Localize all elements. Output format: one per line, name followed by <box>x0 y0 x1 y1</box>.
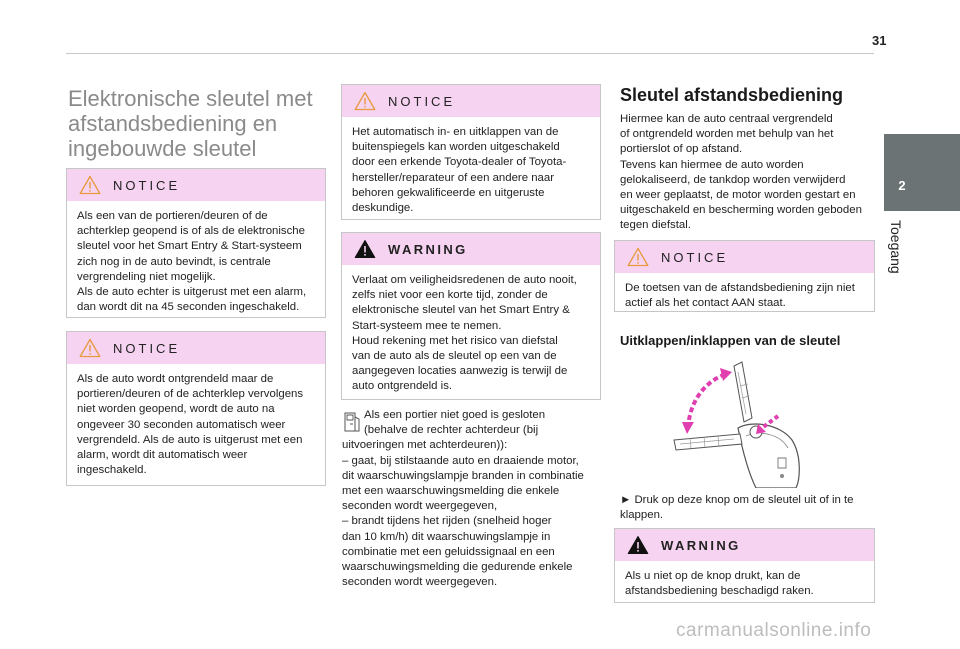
warning-triangle-icon <box>354 239 376 259</box>
notice-header <box>342 85 600 117</box>
text-line: (behalve de rechter achterdeur (bij <box>364 424 539 437</box>
notice-header <box>67 332 325 364</box>
text-line: Het automatisch in- en uitklappen van de <box>352 126 559 138</box>
warning-label: WARNING <box>661 537 741 553</box>
text-line: klappen. <box>620 509 664 522</box>
door-warning-text <box>342 408 602 590</box>
warning-header <box>342 233 600 265</box>
text-line: alarm, wordt dit automatisch weer <box>77 449 248 462</box>
text-line: deskundige. <box>352 202 414 215</box>
text-line: aangegeven locaties aanwezig is terwijl de <box>352 365 568 378</box>
text-line: van de auto als de sleutel op een van de <box>352 350 557 363</box>
text-line: dan wordt dit na 45 seconden ingeschakeld. <box>77 301 300 314</box>
intro-text <box>620 112 880 234</box>
text-line: Tevens kan hiermee de auto worden <box>620 158 804 171</box>
text-line: – brandt tijdens het rijden (snelheid hoger <box>342 515 552 528</box>
caution-outline-icon <box>354 91 376 111</box>
text-line: Verlaat om veiligheidsredenen de auto nooit, <box>352 274 577 286</box>
text-line: ongeveer 30 seconden automatisch weer <box>77 418 286 431</box>
text-line: Als u niet op de knop drukt, kan de <box>625 570 801 582</box>
subsection-title: Uitklappen/inklappen van de sleutel <box>620 333 841 348</box>
text-line: ingeschakeld. <box>77 464 147 477</box>
warning-triangle-icon <box>627 535 649 555</box>
title-line: afstandsbediening en <box>68 111 278 136</box>
text-line: met een waarschuwingsmelding die enkele <box>342 485 560 498</box>
notice-text <box>342 117 600 224</box>
text-line: combinatie met een geluidssignaal en een <box>342 545 555 558</box>
text-line: seconden wordt weergegeven. <box>342 576 498 589</box>
notice-box <box>66 168 326 318</box>
chapter-label: Toegang <box>888 220 904 274</box>
warning-header <box>615 529 874 561</box>
text-line: gelokaliseerd, de tankdop worden verwijderd <box>620 173 846 186</box>
text-line: actief als het contact AAN staat. <box>625 297 786 310</box>
notice-label: NOTICE <box>661 249 729 265</box>
text-line: Start-systeem mee te nemen. <box>352 319 502 332</box>
notice-label: NOTICE <box>113 177 181 193</box>
notice-text <box>67 364 325 486</box>
notice-box <box>614 240 875 312</box>
text-line: – gaat, bij stilstaande auto en draaiende motor, <box>342 454 579 467</box>
text-line: Als de auto echter is uitgerust met een alarm, <box>77 286 307 299</box>
text-line: elektronische sleutel van het Smart Entry & <box>352 304 570 317</box>
text-line: sleutel voor het Smart Entry & Start-systeem <box>77 240 302 253</box>
caution-outline-icon <box>79 338 101 358</box>
header-rule <box>66 53 874 54</box>
warning-label: WARNING <box>388 241 468 257</box>
warning-box <box>341 232 601 400</box>
text-line: portieren/deuren of de achterklep vervolgens <box>77 388 304 401</box>
text-line: of ontgrendeld worden met behulp van het <box>620 128 834 141</box>
warning-text <box>342 265 600 403</box>
notice-label: NOTICE <box>388 93 456 109</box>
text-line: Houd rekening met het risico van diefstal <box>352 334 558 347</box>
text-line: uitgeschakeld en bescherming worden geboden <box>620 204 862 217</box>
text-line: vergrendeling niet mogelijk. <box>77 270 216 283</box>
warning-box <box>614 528 875 603</box>
notice-box <box>66 331 326 486</box>
chapter-tab[interactable] <box>884 134 960 211</box>
notice-header <box>67 169 325 201</box>
text-line: zich nog in de auto bevindt, is centrale <box>77 255 271 268</box>
folding-key-illustration <box>660 358 810 488</box>
instruction-text <box>620 493 880 523</box>
text-line: De toetsen van de afstandsbediening zijn niet <box>625 282 855 294</box>
caution-outline-icon <box>79 175 101 195</box>
notice-header <box>615 241 874 273</box>
text-line: dit waarschuwingslampje branden in combinatie <box>342 469 584 482</box>
notice-label: NOTICE <box>113 340 181 356</box>
text-line: Als een van de portieren/deuren of de <box>77 210 268 222</box>
text-line: hersteller/reparateur of een andere naar <box>352 171 554 184</box>
text-line: portierslot of op afstand. <box>620 143 743 156</box>
page-title <box>68 86 328 161</box>
warning-text <box>615 561 874 607</box>
text-line: buitenspiegels kan worden uitgeschakeld <box>352 141 560 154</box>
watermark: carmanualsonline.info <box>676 620 872 641</box>
text-line: Hiermee kan de auto centraal vergrendeld <box>620 113 833 125</box>
text-line: Als een portier niet goed is gesloten <box>364 409 546 421</box>
text-line: tegen diefstal. <box>620 219 691 232</box>
text-line: auto ontgrendeld is. <box>352 380 453 393</box>
text-line: door een erkende Toyota-dealer of Toyota- <box>352 156 567 169</box>
text-line: zelfs niet voor een korte tijd, zonder de <box>352 289 548 302</box>
page-number: 31 <box>872 33 887 48</box>
text-line: seconden wordt weergegeven, <box>342 500 498 513</box>
notice-text <box>67 201 325 323</box>
text-line: afstandsbediening beschadigd raken. <box>625 585 814 598</box>
text-line: achterklep geopend is of als de elektronische <box>77 225 305 238</box>
notice-text <box>615 273 874 319</box>
text-line: dan 10 km/h) dit waarschuwingslampje in <box>342 530 551 543</box>
text-line: ► Druk op deze knop om de sleutel uit of in te <box>620 494 854 506</box>
text-line: behoren gekwalificeerde en uitgeruste <box>352 186 545 199</box>
section-title: Sleutel afstandsbediening <box>620 85 844 105</box>
text-line: en weer geplaatst, de motor worden gestart en <box>620 189 856 202</box>
notice-box <box>341 84 601 220</box>
text-line: vergrendeld. Als de auto is uitgerust met een <box>77 433 303 446</box>
caution-outline-icon <box>627 247 649 267</box>
title-line: Elektronische sleutel met <box>68 86 313 111</box>
title-line: ingebouwde sleutel <box>68 136 257 161</box>
text-line: uitvoeringen met achterdeuren)): <box>342 439 508 452</box>
chapter-number: 2 <box>898 178 906 193</box>
text-line: niet worden geopend, wordt de auto na <box>77 403 275 416</box>
text-line: waarschuwingsmelding die gedurende enkele <box>342 561 573 574</box>
text-line: Als de auto wordt ontgrendeld maar de <box>77 373 274 385</box>
